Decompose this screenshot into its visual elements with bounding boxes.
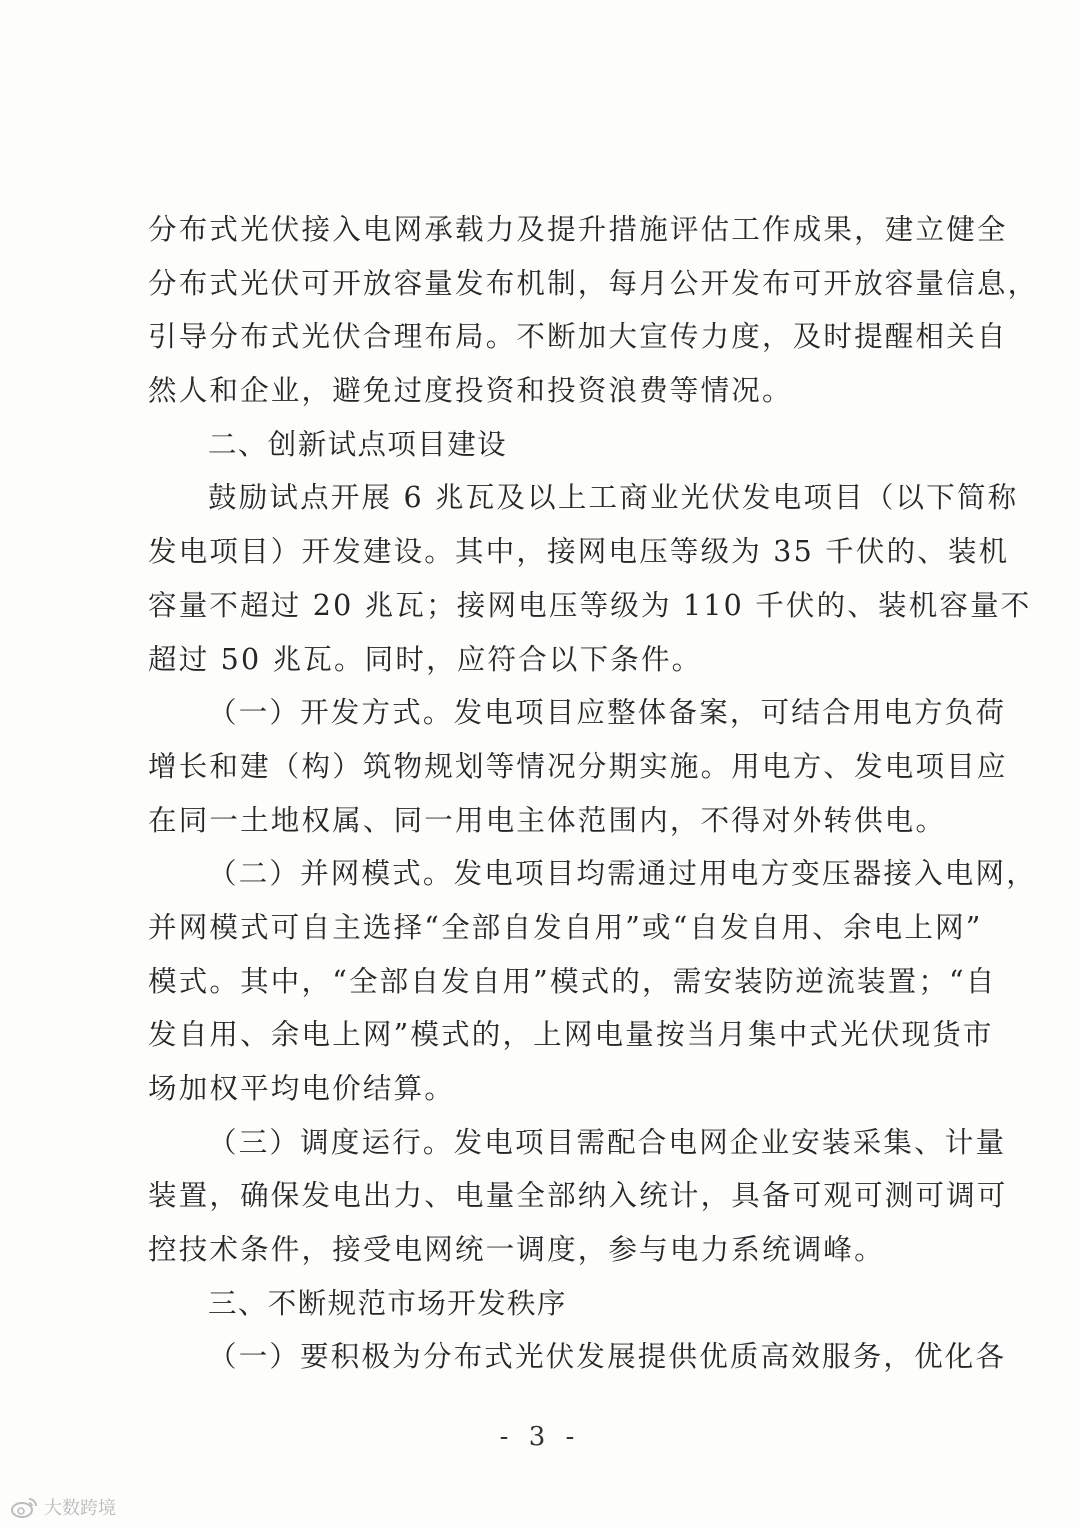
- body-line: 超过 50 兆瓦。同时，应符合以下条件。: [148, 642, 703, 676]
- page-number: - 3 -: [499, 1422, 581, 1452]
- body-line: 容量不超过 20 兆瓦；接网电压等级为 110 千伏的、装机容量不: [148, 588, 1032, 622]
- body-line: 发自用、余电上网”模式的，上网电量按当月集中式光伏现货市: [148, 1018, 994, 1052]
- subsection-line: （一）要积极为分布式光伏发展提供优质高效服务，优化各: [208, 1340, 1007, 1374]
- body-line: 然人和企业，避免过度投资和投资浪费等情况。: [148, 374, 793, 408]
- body-line: 分布式光伏接入电网承载力及提升措施评估工作成果，建立健全: [148, 213, 1008, 246]
- section-heading-2: 二、创新试点项目建设: [208, 427, 508, 461]
- body-line: 增长和建（构）筑物规划等情况分期实施。用电方、发电项目应: [148, 749, 1008, 783]
- subsection-line: （二）并网模式。发电项目均需通过用电方变压器接入电网，: [208, 857, 1037, 891]
- body-line: 场加权平均电价结算。: [148, 1072, 456, 1105]
- body-line: 并网模式可自主选择“全部自发自用”或“自发自用、余电上网”: [148, 910, 983, 944]
- watermark-text: 大数跨境: [44, 1498, 116, 1519]
- body-line: 鼓励试点开展 6 兆瓦及以上工商业光伏发电项目（以下简称: [208, 481, 1019, 515]
- body-line: 在同一土地权属、同一用电主体范围内，不得对外转供电。: [148, 803, 947, 837]
- body-line: 装置，确保发电出力、电量全部纳入统计，具备可观可测可调可: [148, 1179, 1008, 1213]
- document-body: [148, 203, 1039, 1384]
- body-line: 发电项目）开发建设。其中，接网电压等级为 35 千伏的、装机: [148, 535, 1010, 569]
- watermark: [10, 1492, 116, 1522]
- body-line: 模式。其中，“全部自发自用”模式的，需安装防逆流装置；“自: [148, 964, 997, 998]
- body-line: 控技术条件，接受电网统一调度，参与电力系统调峰。: [148, 1233, 885, 1267]
- subsection-line: （一）开发方式。发电项目应整体备案，可结合用电方负荷: [208, 696, 1007, 730]
- section-heading-3: 三、不断规范市场开发秩序: [208, 1286, 567, 1320]
- body-line: 引导分布式光伏合理布局。不断加大宣传力度，及时提醒相关自: [148, 320, 1008, 354]
- body-line: 分布式光伏可开放容量发布机制，每月公开发布可开放容量信息，: [148, 266, 1039, 300]
- subsection-line: （三）调度运行。发电项目需配合电网企业安装采集、计量: [208, 1125, 1007, 1159]
- weibo-logo-icon: [10, 1495, 40, 1519]
